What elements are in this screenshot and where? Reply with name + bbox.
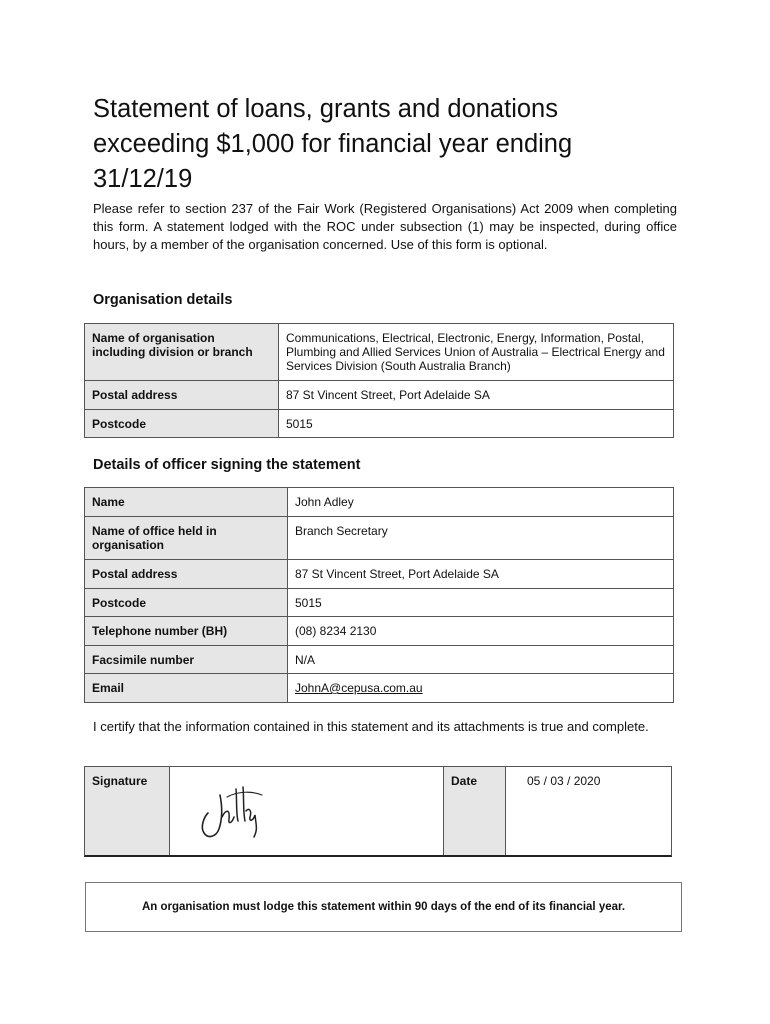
organisation-details-table	[84, 323, 674, 438]
organisation-name-value: Communications, Electrical, Electronic, Energy, Information, Postal, Plumbing and Allied Services Union of Australia – Electrical Energy and Services Division (South Australia Branch)	[279, 324, 674, 381]
table-row	[85, 381, 674, 410]
organisation-postal-address-value: 87 St Vincent Street, Port Adelaide SA	[279, 381, 674, 410]
date-value: 05 / 03 / 2020	[505, 767, 671, 855]
officer-details-heading: Details of officer signing the statement	[93, 457, 361, 473]
office-held-value: Branch Secretary	[288, 517, 674, 560]
officer-name-label: Name	[85, 488, 288, 517]
officer-name-value: John Adley	[288, 488, 674, 517]
facsimile-value: N/A	[288, 646, 674, 674]
date-label: Date	[443, 767, 505, 855]
facsimile-label: Facsimile number	[85, 646, 288, 674]
table-row	[85, 560, 674, 589]
organisation-postal-address-label: Postal address	[85, 381, 279, 410]
officer-postcode-value: 5015	[288, 589, 674, 617]
intro-paragraph: Please refer to section 237 of the Fair Work (Registered Organisations) Act 2009 when completing this form. A statement lodged with the ROC under subsection (1) may be inspected, during office hours, by a member of the organisation concerned. Use of this form is optional.	[93, 201, 677, 252]
officer-postal-address-value: 87 St Vincent Street, Port Adelaide SA	[288, 560, 674, 589]
email-label: Email	[85, 674, 288, 703]
organisation-postcode-value: 5015	[279, 410, 674, 438]
signature-table	[84, 766, 672, 857]
officer-postcode-label: Postcode	[85, 589, 288, 617]
officer-details-table	[84, 487, 674, 703]
officer-postal-address-label: Postal address	[85, 560, 288, 589]
email-link[interactable]: JohnA@cepusa.com.au	[295, 681, 423, 695]
table-row	[85, 517, 674, 560]
table-row	[85, 617, 674, 646]
signature-label: Signature	[85, 767, 169, 855]
organisation-name-label: Name of organisation including division or branch	[85, 324, 279, 381]
telephone-value: (08) 8234 2130	[288, 617, 674, 646]
lodgement-notice: An organisation must lodge this statement within 90 days of the end of its financial year.	[85, 882, 682, 932]
table-row	[85, 674, 674, 703]
handwritten-signature	[192, 781, 282, 843]
table-row	[85, 589, 674, 617]
office-held-label: Name of office held in organisation	[85, 517, 288, 560]
signature-field	[169, 767, 443, 855]
telephone-label: Telephone number (BH)	[85, 617, 288, 646]
email-cell	[288, 674, 674, 703]
page-title: Statement of loans, grants and donations exceeding $1,000 for financial year ending 31/12/19	[93, 95, 573, 193]
table-row	[85, 324, 674, 381]
table-row	[85, 646, 674, 674]
certification-text: I certify that the information contained in this statement and its attachments is true and complete.	[93, 719, 649, 734]
organisation-postcode-label: Postcode	[85, 410, 279, 438]
table-row	[85, 410, 674, 438]
table-row	[85, 488, 674, 517]
organisation-details-heading: Organisation details	[93, 292, 233, 308]
